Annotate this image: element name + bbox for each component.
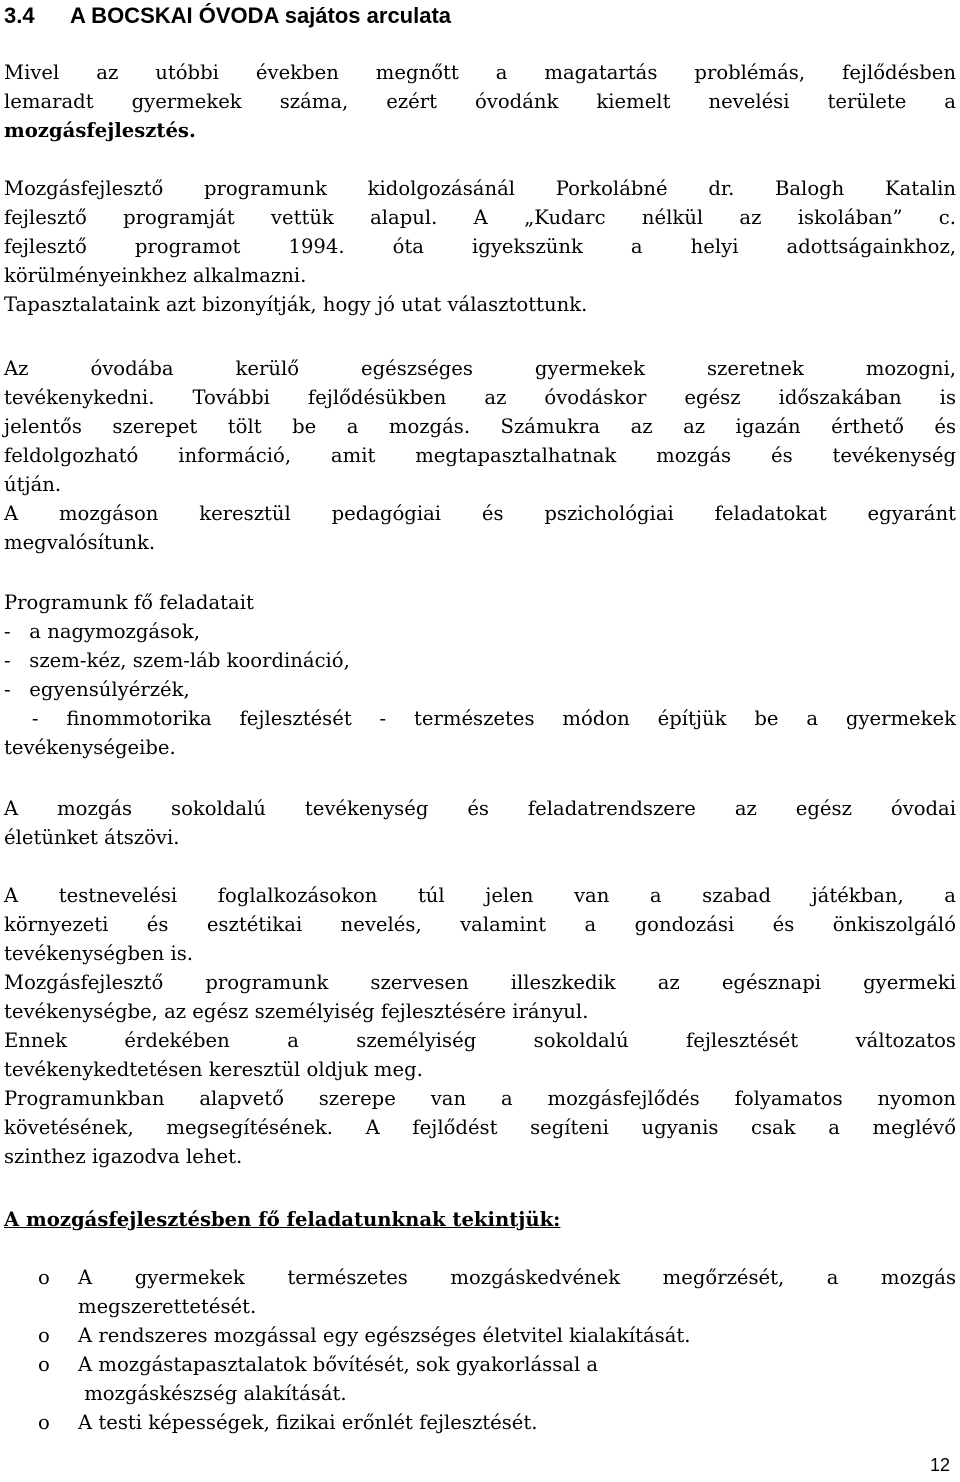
paragraph-tasks [4, 588, 956, 762]
text-line: Mozgásfejlesztő programunk szervesen illeszkedik az egésznapi gyermeki [4, 971, 956, 994]
text-line: útján. [4, 473, 62, 496]
bullet-marker: o [38, 1266, 50, 1289]
list-item [4, 1321, 956, 1350]
bullet-marker: o [38, 1411, 50, 1434]
text-line: Programunk fő feladatait [4, 591, 254, 614]
dash-item: - egyensúlyérzék, [4, 678, 190, 701]
dash-item: - a nagymozgások, [4, 620, 201, 643]
list-item-text: megszerettetését. [78, 1295, 257, 1318]
list-item-text: A rendszeres mozgással egy egészséges életvitel kialakítását. [78, 1324, 691, 1347]
section-number: 3.4 [4, 3, 35, 28]
section-title: A BOCSKAI ÓVODA sajátos arculata [70, 3, 452, 28]
text-line: Ennek érdekében a személyiség sokoldalú fejlesztését változatos [4, 1029, 956, 1052]
section-heading [4, 2, 451, 30]
text-line: A mozgáson keresztül pedagógiai és pszichológiai feladatokat egyaránt [4, 502, 956, 525]
paragraph-children [4, 354, 956, 557]
text-line: tevékenységben is. [4, 942, 194, 965]
dash-item: - szem-kéz, szem-láb koordináció, [4, 649, 350, 672]
text-line: fejlesztő programját vettük alapul. A „Kudarc nélkül az iskolában” c. [4, 206, 956, 229]
text-line-bold: mozgásfejlesztés. [4, 119, 196, 142]
text-line: A testnevelési foglalkozásokon túl jelen van a szabad játékban, a [4, 884, 956, 907]
list-item-text: mozgáskészség alakítását. [78, 1382, 347, 1405]
list-item [4, 1350, 956, 1408]
paragraph-intro [4, 58, 956, 145]
text-line: jelentős szerepet tölt be a mozgás. Számukra az az igazán érthető és [4, 415, 956, 438]
text-line: tevékenykedtetésen keresztül oldjuk meg. [4, 1058, 423, 1081]
bullet-marker: o [38, 1353, 50, 1376]
text-line: körülményeinkhez alkalmazni. [4, 264, 307, 287]
paragraph-activity [4, 794, 956, 852]
text-line: feldolgozható információ, amit megtapasztalhatnak mozgás és tevékenység [4, 444, 956, 467]
text-line: Az óvodába kerülő egészséges gyermekek szeretnek mozogni, [4, 357, 956, 380]
list-item [4, 1263, 956, 1321]
text-line: tevékenykedni. További fejlődésükben az óvodáskor egész időszakában is [4, 386, 956, 409]
text-line: Mozgásfejlesztő programunk kidolgozásánál Porkolábné dr. Balogh Katalin [4, 177, 956, 200]
text-line: fejlesztő programot 1994. óta igyekszünk a helyi adottságainkhoz, [4, 235, 956, 258]
text-line: Programunkban alapvető szerepe van a mozgásfejlődés folyamatos nyomon [4, 1087, 956, 1110]
list-item-text: A mozgástapasztalatok bővítését, sok gyakorlással a [78, 1353, 599, 1376]
list-item [4, 1408, 956, 1437]
bullet-marker: o [38, 1324, 50, 1347]
subheading: A mozgásfejlesztésben fő feladatunknak tekintjük: [4, 1208, 561, 1231]
text-line: szinthez igazodva lehet. [4, 1145, 243, 1168]
paragraph-program [4, 174, 956, 319]
list-item-text: A gyermekek természetes mozgáskedvének megőrzését, a mozgás [78, 1266, 956, 1289]
text-line: követésének, megsegítésének. A fejlődést segíteni ugyanis csak a meglévő [4, 1116, 956, 1139]
page-number: 12 [929, 1455, 950, 1475]
text-line: megvalósítunk. [4, 531, 156, 554]
text-line: lemaradt gyermekek száma, ezért óvodánk kiemelt nevelési területe a [4, 90, 956, 113]
text-line: Mivel az utóbbi években megnőtt a magatartás problémás, fejlődésben [4, 61, 956, 84]
list-item-text: A testi képességek, fizikai erőnlét fejlesztését. [78, 1411, 538, 1434]
text-line: Tapasztalataink azt bizonyítják, hogy jó utat választottunk. [4, 293, 588, 316]
text-line: A mozgás sokoldalú tevékenység és feladatrendszere az egész óvodai [4, 797, 956, 820]
text-line: életünket átszövi. [4, 826, 180, 849]
paragraph-pe [4, 881, 956, 1171]
text-line: tevékenységbe, az egész személyiség fejlesztésére irányul. [4, 1000, 589, 1023]
text-line: tevékenységeibe. [4, 736, 176, 759]
goals-list [4, 1263, 956, 1437]
text-line: környezeti és esztétikai nevelés, valamint a gondozási és önkiszolgáló [4, 913, 956, 936]
dash-item: - finommotorika fejlesztését - természetes módon építjük be a gyermekek [4, 707, 956, 730]
